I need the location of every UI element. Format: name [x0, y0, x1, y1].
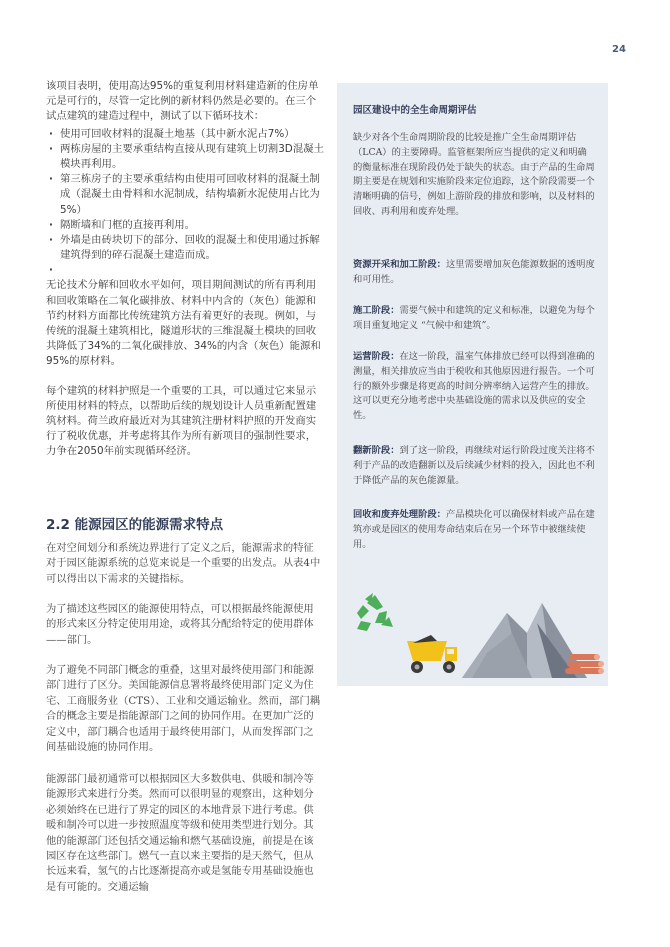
mountain-icon: [462, 603, 587, 678]
list-item: · 使用可回收材料的混凝土地基（其中新水泥占7%）: [46, 127, 324, 142]
stage-item: [353, 350, 596, 424]
stage-label: 运营阶段：: [353, 351, 400, 362]
list-item: [46, 263, 324, 278]
section-heading: 2.2 能源园区的能源需求特点: [46, 517, 224, 533]
dump-truck-icon: [407, 635, 457, 673]
stage-text: 在这一阶段，温室气体排放已经可以得到准确的测量，相关排放应当由于税收和其他原因进行报告。一个可行的额外步骤是将更高的时间分辨率纳入运营产生的排放。这可以更充分地考虑中央基础设施的需求以及供应的安全性。: [353, 351, 595, 422]
passport-paragraph: 每个建筑的材料护照是一个重要的工具，可以通过它来显示所使用材料的特点，以帮助后续的规划设计人员重新配置建筑材料。荷兰政府最近对为其建筑注册材料护照的开发商实行了税收优惠，并考虑将其作为所有新项目的强制性要求，力争在2050年前实现循环经济。: [46, 384, 317, 458]
stage-item: [353, 508, 596, 552]
stage-item: [353, 304, 596, 334]
stage-label: 翻新阶段：: [353, 445, 400, 456]
stage-label: 资源开采和加工阶段：: [353, 259, 446, 270]
page-number: 24: [612, 44, 626, 55]
stage-label: 施工阶段：: [353, 305, 400, 316]
stage-item: [353, 258, 596, 288]
intro-paragraph: 该项目表明，使用高达95%的重复利用材料建造新的住房单元是可行的，尽管一定比例的新材料仍然是必要的。在三个试点建筑的建造过程中，测试了以下循环技术：: [46, 80, 319, 123]
section-paragraph: [46, 602, 322, 648]
stage-text: 到了这一阶段，再继续对运行阶段过度关注将不利于产品的改造翻新以及后续减少材料的投入，因此也不利于降低产品的灰色能源量。: [353, 445, 595, 486]
logs-icon: [565, 654, 604, 674]
paragraph-text: 为了描述这些园区的能源使用特点，可以根据最终能源使用的形式来区分特定使用用途，或将其分配给特定的使用群体——部门。: [46, 603, 314, 646]
section-paragraph: [46, 541, 322, 587]
section-paragraph: [46, 772, 322, 895]
stage-text: 产品模块化可以确保材料或产品在建筑亦或是园区的使用寿命结束后在另一个环节中被继续使用。: [353, 509, 595, 550]
stage-label: 回收和废弃处理阶段：: [353, 509, 446, 520]
left-column: [46, 79, 324, 460]
list-item: · 隔断墙和门框的直接再利用。: [46, 218, 324, 233]
list-item: · 外墙是由砖块切下的部分、回收的混凝土和使用通过拆解建筑得到的碎石混凝土建造而成。: [46, 233, 324, 263]
list-item: · 两栋房屋的主要承重结构直接从现有建筑上切割3D混凝土模块再利用。: [46, 142, 324, 172]
technique-list: [46, 127, 324, 279]
lca-sidebar: [337, 83, 608, 686]
stage-item: [353, 444, 596, 488]
paragraph-text: 能源部门最初通常可以根据园区大多数供电、供暖和制冷等能源形式来进行分类。然而可以很明显的观察出，这种划分必须始终在已进行了界定的园区的本地背景下进行考虑。供暖和制冷可以进一步按照温度等级和使用类型进行划分。其他的能源部门还包括交通运输和燃气基础设施，前提是在该园区存在这些部门。燃气一直以来主要指的是天然气，但从长远来看，氢气的占比逐渐提高亦或是氢能专用基础设施也是有可能的。交通运输: [46, 773, 314, 893]
paragraph-text: 在对空间划分和系统边界进行了定义之后，能源需求的特征对于园区能源系统的总览来说是一个重要的出发点。从表4中可以得出以下需求的关键指标。: [46, 542, 321, 585]
recycle-icon: [357, 593, 393, 631]
stage-text: 这里需要增加灰色能源数据的透明度和可用性。: [353, 259, 595, 285]
list-item: · 第三栋房子的主要承重结构由使用可回收材料的混凝土制成（混凝土由骨料和水泥制成，结构墙新水泥使用占比为5%）: [46, 172, 324, 218]
sidebar-title: 园区建设中的全生命周期评估: [353, 105, 477, 116]
section-paragraph: [46, 663, 322, 755]
results-paragraph: 无论技术分解和回收水平如何，项目期间测试的所有再利用和回收策略在二氧化碳排放、材料中内含的（灰色）能源和节约材料方面都比传统建筑方法有着更好的表现。例如，与传统的混凝土建筑相比，隧道形状的三维混凝土模块的回收共降低了34%的二氧化碳排放、34%的内含（灰色）能源和95%的原材料。: [46, 279, 321, 368]
sidebar-intro: 缺少对各个生命周期阶段的比较是推广全生命周期评估（LCA）的主要障碍。监管框架所应当提供的定义和明确的衡量标准在现阶段仍处于缺失的状态。由于产品的生命周期主要是在规划和实施阶段来定位追踪，这个阶段需要一个清晰明确的信号，例如上游阶段的排放和影响，以及材料的回收、再利用和废弃处理。: [353, 132, 595, 217]
paragraph-text: 为了避免不同部门概念的重叠，这里对最终使用部门和能源部门进行了区分。美国能源信息署将最终使用部门定义为住宅、工商服务业（CTS）、工业和交通运输业。然而，部门耦合的概念主要是指能源部门之间的协同作用。在更加广泛的定义中，部门耦合也适用于最终使用部门，从而发挥部门之间基础设施的协同作用。: [46, 664, 321, 754]
recycling-mining-illustration: [337, 583, 608, 686]
stage-text: 需要气候中和建筑的定义和标准，以避免为每个项目重复地定义 “气候中和建筑”。: [353, 305, 595, 331]
